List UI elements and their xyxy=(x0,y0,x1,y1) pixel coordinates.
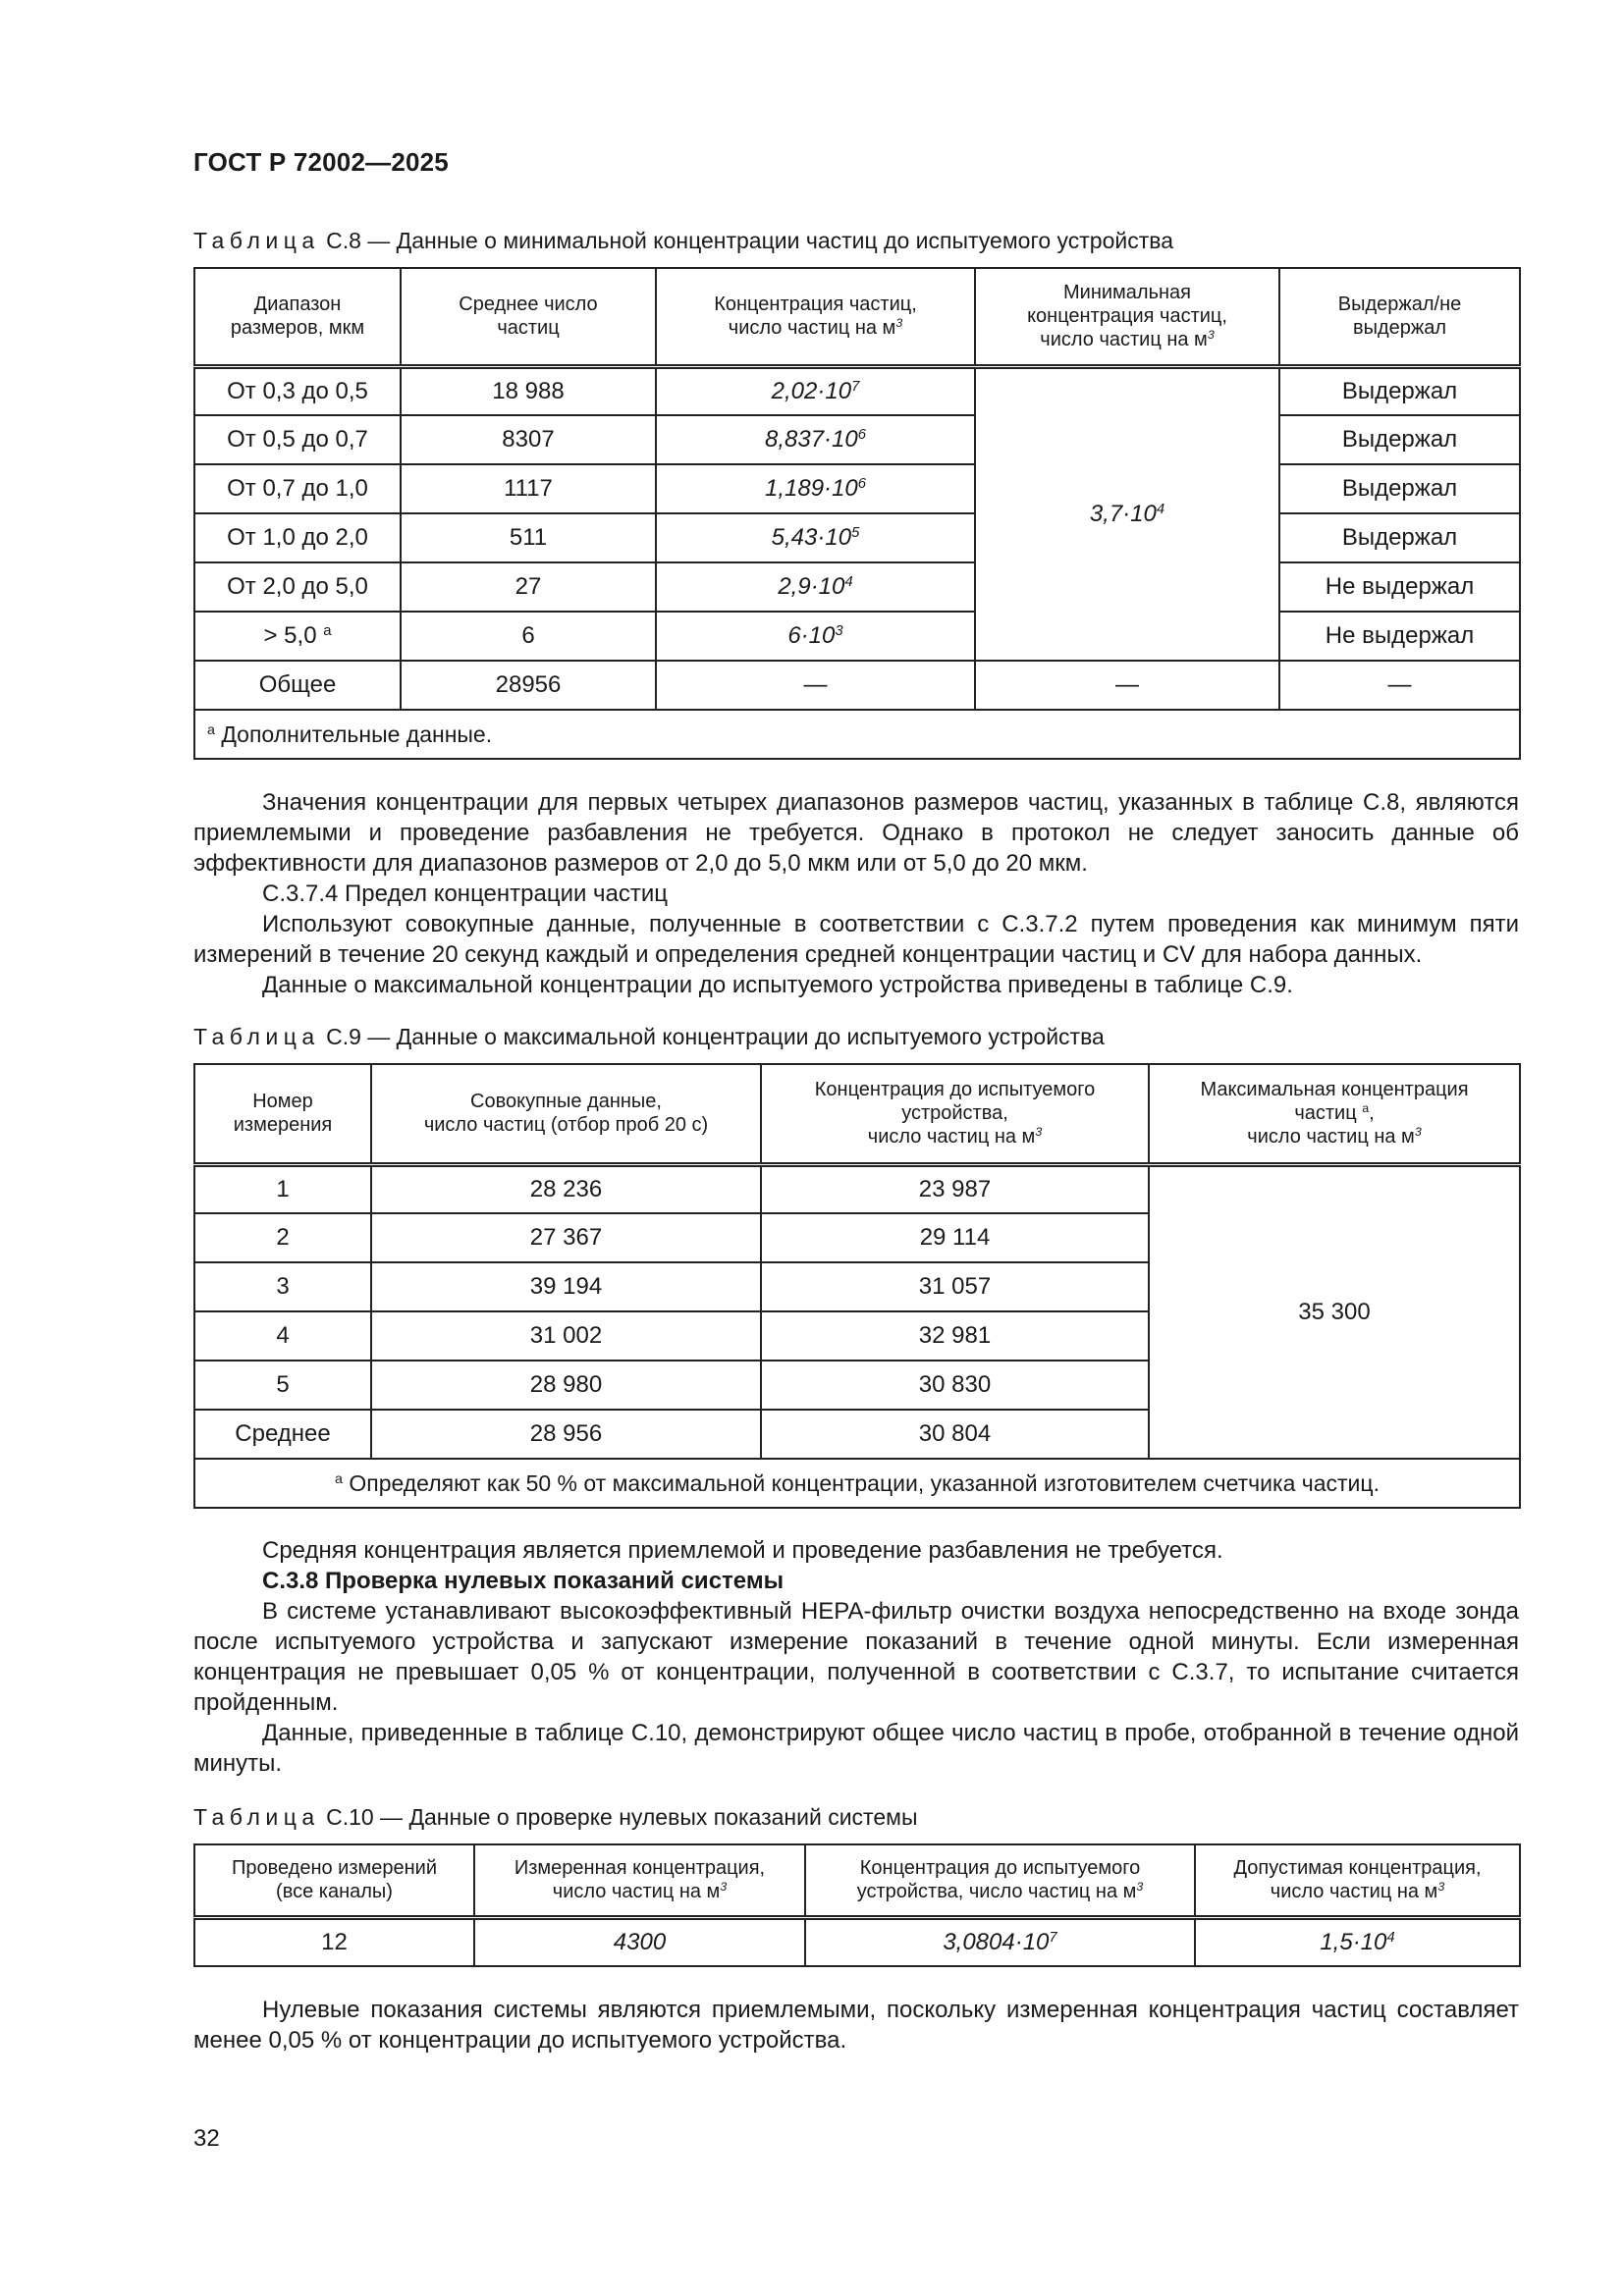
cell-range: От 1,0 до 2,0 xyxy=(194,513,401,562)
cell-range: От 0,7 до 1,0 xyxy=(194,464,401,513)
cell-number: 5 xyxy=(194,1361,371,1410)
cell-mean: 6 xyxy=(401,612,656,661)
cell-result: Не выдержал xyxy=(1279,562,1520,612)
cell-concentration: 23 987 xyxy=(761,1164,1149,1213)
cell-allowed: $1,5\cdot 10^4$ xyxy=(1195,1917,1520,1966)
header-upstream-concentration: Концентрация до испытуемого устройства, число частиц на $м^3$ xyxy=(805,1844,1195,1917)
cell-concentration: $2,02\cdot 10^7$ xyxy=(656,366,975,415)
cell-total-min: — xyxy=(975,661,1279,710)
header-pass-fail: Выдержал/не выдержал xyxy=(1279,268,1520,366)
table-c9 xyxy=(193,1063,1521,1509)
cell-range: > 5,0 $^a$ xyxy=(194,612,401,661)
header-min-concentration: Минимальная концентрация частиц, число частиц на $м^3$ xyxy=(975,268,1279,366)
cell-mean: 18 988 xyxy=(401,366,656,415)
cell-total-label: Общее xyxy=(194,661,401,710)
page-number: 32 xyxy=(193,2125,220,2152)
table-header-row xyxy=(194,268,1520,366)
table-footnote: $^a$ Определяют как 50 % от максимальной концентрации, указанной изготовителем счетчика частиц. xyxy=(194,1459,1520,1508)
cell-cumulative: 28 236 xyxy=(371,1164,761,1213)
table-header-row xyxy=(194,1064,1520,1164)
cell-total-result: — xyxy=(1279,661,1520,710)
cell-result: Выдержал xyxy=(1279,464,1520,513)
paragraph: Данные, приведенные в таблице С.10, демонстрируют общее число частиц в пробе, отобранной в течение одной минуты. xyxy=(193,1720,1519,1777)
header-measurement-number: Номер измерения xyxy=(194,1064,371,1164)
header-cumulative-data: Совокупные данные, число частиц (отбор проб 20 с) xyxy=(371,1064,761,1164)
paragraph: Значения концентрации для первых четырех диапазонов размеров частиц, указанных в таблице С.8, являются приемлемыми и проведение разбавления не требуется. Однако в протокол не следует заносить данные об эффективности для диапазонов размеров от 2,0 до 5,0 мкм или от 5,0 до 20 мкм. xyxy=(193,789,1519,877)
cell-min-concentration: $3,7\cdot 10^4$ xyxy=(975,366,1279,661)
cell-concentration: 30 830 xyxy=(761,1361,1149,1410)
cell-concentration: 31 057 xyxy=(761,1262,1149,1311)
text-block-2 xyxy=(193,1535,1519,1779)
cell-mean: 27 xyxy=(401,562,656,612)
table-footnote-row xyxy=(194,710,1520,759)
table-row xyxy=(194,1917,1520,1966)
table-row xyxy=(194,415,1520,464)
text-block-3 xyxy=(193,1995,1519,2056)
cell-concentration: 32 981 xyxy=(761,1311,1149,1361)
cell-concentration: $5,43\cdot 10^5$ xyxy=(656,513,975,562)
cell-max-concentration: 35 300 xyxy=(1149,1164,1520,1459)
cell-number: 3 xyxy=(194,1262,371,1311)
cell-cumulative: 31 002 xyxy=(371,1311,761,1361)
header-allowed-concentration: Допустимая концентрация, число частиц на $м^3$ xyxy=(1195,1844,1520,1917)
cell-cumulative: 28 956 xyxy=(371,1410,761,1459)
table-footnote: $^a$ Дополнительные данные. xyxy=(194,710,1520,759)
cell-measured: 4300 xyxy=(474,1917,805,1966)
header-max-concentration: Максимальная концентрация частиц $^a$, число частиц на $м^3$ xyxy=(1149,1064,1520,1164)
header-concentration: Концентрация частиц, число частиц на $м^3$ xyxy=(656,268,975,366)
cell-cumulative: 28 980 xyxy=(371,1361,761,1410)
cell-result: Выдержал xyxy=(1279,513,1520,562)
table-row xyxy=(194,1164,1520,1213)
table-c10 xyxy=(193,1843,1521,1967)
section-heading: С.3.7.4 Предел концентрации частиц xyxy=(262,881,669,907)
paragraph: Данные о максимальной концентрации до испытуемого устройства приведены в таблице С.9. xyxy=(262,972,1293,998)
cell-concentration: 30 804 xyxy=(761,1410,1149,1459)
table-c9-caption: Таблица С.9 — Данные о максимальной концентрации до испытуемого устройства xyxy=(193,1024,1105,1049)
cell-cumulative: 39 194 xyxy=(371,1262,761,1311)
header-size-range: Диапазон размеров, мкм xyxy=(194,268,401,366)
cell-number: Среднее xyxy=(194,1410,371,1459)
cell-concentration: $2,9\cdot 10^4$ xyxy=(656,562,975,612)
cell-concentration: $6\cdot 10^3$ xyxy=(656,612,975,661)
document-header: ГОСТ Р 72002—2025 xyxy=(193,147,449,177)
cell-concentration: $8,837\cdot 10^6$ xyxy=(656,415,975,464)
cell-mean: 1117 xyxy=(401,464,656,513)
header-upstream-concentration: Концентрация до испытуемого устройства, число частиц на $м^3$ xyxy=(761,1064,1149,1164)
section-heading: С.3.8 Проверка нулевых показаний системы xyxy=(262,1568,785,1594)
table-c8-caption: Таблица С.8 — Данные о минимальной концентрации частиц до испытуемого устройства xyxy=(193,228,1174,253)
text-block-1 xyxy=(193,787,1519,1000)
header-mean-count: Среднее число частиц xyxy=(401,268,656,366)
table-c10-caption: Таблица С.10 — Данные о проверке нулевых показаний системы xyxy=(193,1804,918,1830)
paragraph: Нулевые показания системы являются приемлемыми, поскольку измеренная концентрация частиц составляет менее 0,05 % от концентрации до испытуемого устройства. xyxy=(193,1997,1519,2054)
cell-concentration: $1,189\cdot 10^6$ xyxy=(656,464,975,513)
header-measurements-count: Проведено измерений (все каналы) xyxy=(194,1844,474,1917)
paragraph: Используют совокупные данные, полученные в соответствии с С.3.7.2 путем проведения как минимум пяти измерений в течение 20 секунд каждый и определения средней концентрации частиц и CV для набора данных. xyxy=(193,911,1519,968)
table-footnote-row xyxy=(194,1459,1520,1508)
table-total-row xyxy=(194,661,1520,710)
table-header-row xyxy=(194,1844,1520,1917)
cell-total-mean: 28956 xyxy=(401,661,656,710)
cell-range: От 0,5 до 0,7 xyxy=(194,415,401,464)
cell-mean: 511 xyxy=(401,513,656,562)
header-measured-concentration: Измеренная концентрация, число частиц на $м^3$ xyxy=(474,1844,805,1917)
paragraph: В системе устанавливают высокоэффективный HEPA-фильтр очистки воздуха непосредственно на входе зонда после испытуемого устройства и запускают измерение показаний в течение одной минуты. Если измеренная концентрация не превышает 0,05 % от концентрации, полученной в соответствии с С.3.7, то испытание считается пройденным. xyxy=(193,1598,1519,1716)
cell-total-conc: — xyxy=(656,661,975,710)
cell-number: 2 xyxy=(194,1213,371,1262)
paragraph: Средняя концентрация является приемлемой и проведение разбавления не требуется. xyxy=(262,1537,1223,1564)
cell-number: 4 xyxy=(194,1311,371,1361)
cell-concentration: 29 114 xyxy=(761,1213,1149,1262)
table-row xyxy=(194,562,1520,612)
cell-range: От 0,3 до 0,5 xyxy=(194,366,401,415)
cell-mean: 8307 xyxy=(401,415,656,464)
table-row xyxy=(194,464,1520,513)
cell-count: 12 xyxy=(194,1917,474,1966)
cell-result: Выдержал xyxy=(1279,415,1520,464)
table-row xyxy=(194,366,1520,415)
cell-result: Не выдержал xyxy=(1279,612,1520,661)
cell-number: 1 xyxy=(194,1164,371,1213)
table-c8 xyxy=(193,267,1521,760)
cell-range: От 2,0 до 5,0 xyxy=(194,562,401,612)
cell-result: Выдержал xyxy=(1279,366,1520,415)
cell-cumulative: 27 367 xyxy=(371,1213,761,1262)
table-row xyxy=(194,513,1520,562)
cell-upstream: $3,0804\cdot 10^7$ xyxy=(805,1917,1195,1966)
table-row xyxy=(194,612,1520,661)
